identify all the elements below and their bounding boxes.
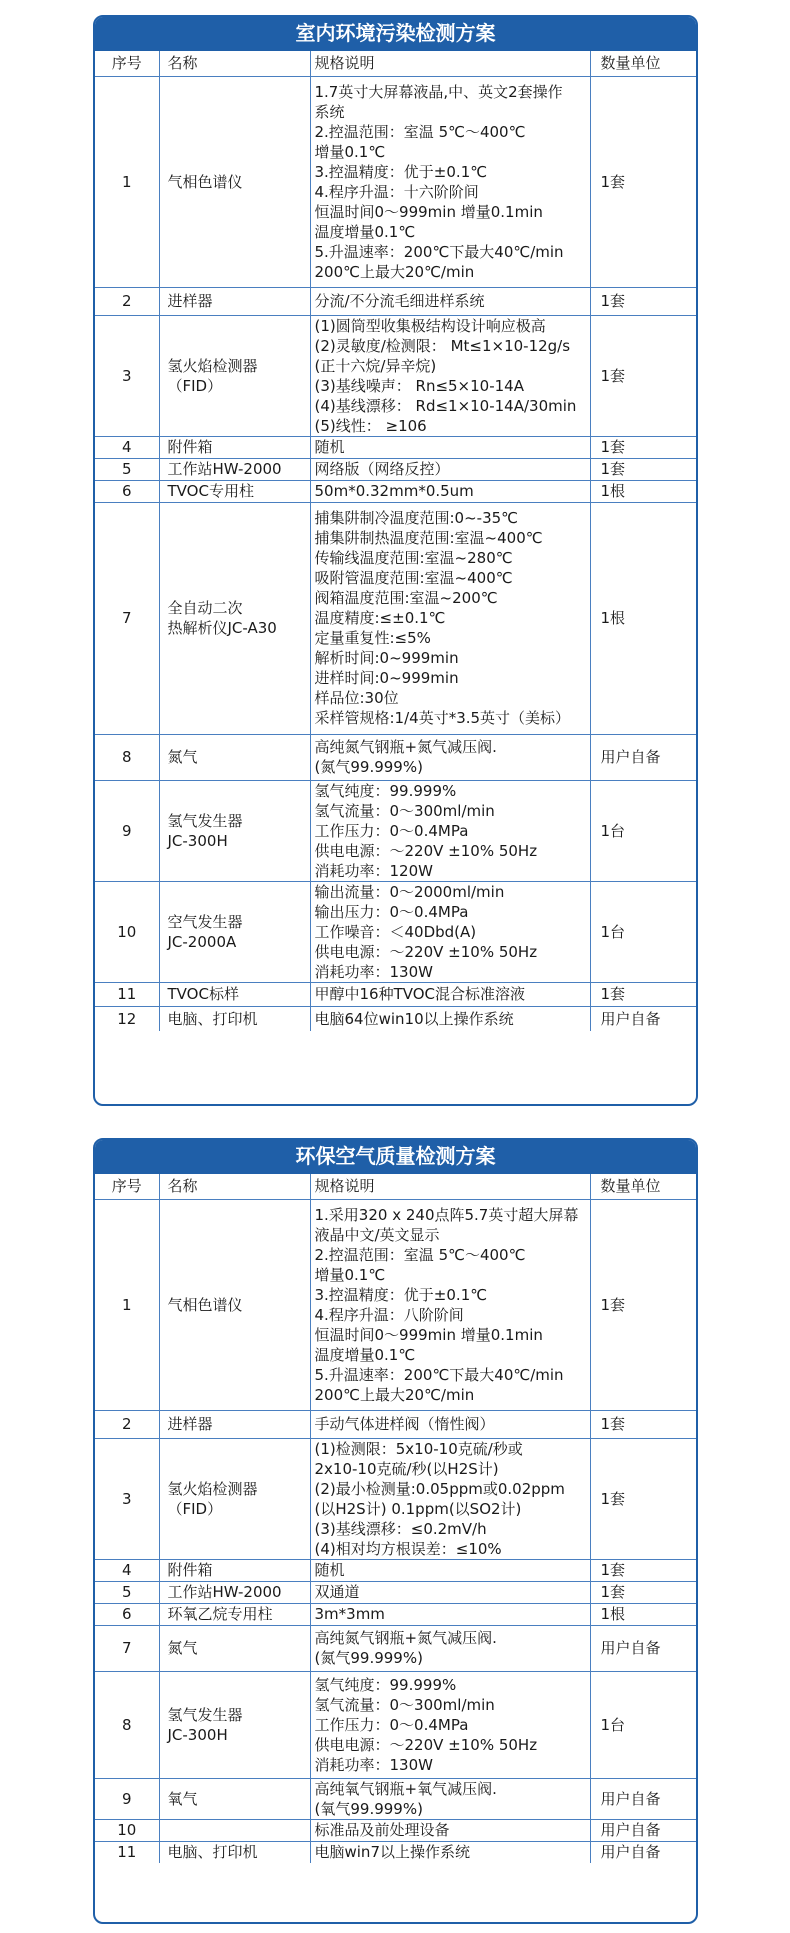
row-no: 9 xyxy=(95,1778,159,1819)
air-quality-plan-panel xyxy=(93,1138,698,1924)
spec-table xyxy=(95,51,698,1031)
row-spec: 1.采用320 x 240点阵5.7英寸超大屏幕 液晶中文/英文显示 2.控温范围：室温 5℃～400℃ 增量0.1℃ 3.控温精度：优于±0.1℃ 4.程序升温：八阶阶间 恒温时间0～999min 增量0.1min 温度增量0.1℃ 5.升温速率：200℃下最大40℃/min 200℃上最大20℃/min xyxy=(310,1199,590,1410)
row-spec: 50m*0.32mm*0.5um xyxy=(310,480,590,502)
header-row xyxy=(95,1174,698,1199)
table-row xyxy=(95,1625,698,1671)
header-row xyxy=(95,51,698,76)
row-name: 电脑、打印机 xyxy=(159,1006,310,1031)
row-no: 1 xyxy=(95,1199,159,1410)
row-unit: 用户自备 xyxy=(590,1841,698,1863)
table-row xyxy=(95,480,698,502)
row-no: 9 xyxy=(95,780,159,881)
table-row xyxy=(95,982,698,1006)
row-no: 4 xyxy=(95,436,159,458)
table-row xyxy=(95,315,698,436)
row-no: 6 xyxy=(95,480,159,502)
table-row xyxy=(95,1671,698,1778)
row-no: 1 xyxy=(95,76,159,287)
row-spec: 1.7英寸大屏幕液晶,中、英文2套操作 系统 2.控温范围：室温 5℃～400℃ 增量0.1℃ 3.控温精度：优于±0.1℃ 4.程序升温：十六阶阶间 恒温时间0～999min 增量0.1min 温度增量0.1℃ 5.升温速率：200℃下最大40℃/min 200℃上最大20℃/min xyxy=(310,76,590,287)
row-name: 进样器 xyxy=(159,1410,310,1438)
row-name: 电脑、打印机 xyxy=(159,1841,310,1863)
row-spec: 双通道 xyxy=(310,1581,590,1603)
row-name: 氮气 xyxy=(159,1625,310,1671)
row-no: 2 xyxy=(95,287,159,315)
table-row xyxy=(95,436,698,458)
table-row xyxy=(95,734,698,780)
col-header-no: 序号 xyxy=(95,1174,159,1199)
row-no: 12 xyxy=(95,1006,159,1031)
table-row xyxy=(95,1438,698,1559)
row-name: TVOC标样 xyxy=(159,982,310,1006)
row-unit: 1根 xyxy=(590,480,698,502)
row-unit: 1台 xyxy=(590,780,698,881)
table-row xyxy=(95,1778,698,1819)
row-name: 环氧乙烷专用柱 xyxy=(159,1603,310,1625)
table-row xyxy=(95,1841,698,1863)
row-no: 8 xyxy=(95,734,159,780)
row-no: 11 xyxy=(95,982,159,1006)
row-name: 氢火焰检测器（FID） xyxy=(159,1438,310,1559)
row-name: 工作站HW-2000 xyxy=(159,458,310,480)
row-unit: 1套 xyxy=(590,1199,698,1410)
row-spec: 手动气体进样阀（惰性阀） xyxy=(310,1410,590,1438)
row-spec: 网络版（网络反控） xyxy=(310,458,590,480)
row-name: 空气发生器 JC-2000A xyxy=(159,881,310,982)
table-row xyxy=(95,1410,698,1438)
row-no: 6 xyxy=(95,1603,159,1625)
row-unit: 1台 xyxy=(590,1671,698,1778)
row-unit: 用户自备 xyxy=(590,1778,698,1819)
row-name: 进样器 xyxy=(159,287,310,315)
row-name: 气相色谱仪 xyxy=(159,1199,310,1410)
row-unit: 1套 xyxy=(590,1410,698,1438)
row-name: 氢气发生器 JC-300H xyxy=(159,1671,310,1778)
col-header-spec: 规格说明 xyxy=(310,51,590,76)
row-unit: 1台 xyxy=(590,881,698,982)
col-header-name: 名称 xyxy=(159,51,310,76)
row-name: 附件箱 xyxy=(159,436,310,458)
row-spec: 高纯氮气钢瓶+氮气减压阀. (氮气99.999%) xyxy=(310,734,590,780)
table-row xyxy=(95,1603,698,1625)
row-unit: 1套 xyxy=(590,982,698,1006)
table-row xyxy=(95,1819,698,1841)
panel-title: 环保空气质量检测方案 xyxy=(95,1140,696,1174)
col-header-name: 名称 xyxy=(159,1174,310,1199)
row-no: 7 xyxy=(95,502,159,734)
table-row xyxy=(95,1199,698,1410)
table-row xyxy=(95,1006,698,1031)
row-unit: 1套 xyxy=(590,315,698,436)
row-spec: 分流/不分流毛细进样系统 xyxy=(310,287,590,315)
row-unit: 1套 xyxy=(590,436,698,458)
row-spec: 电脑win7以上操作系统 xyxy=(310,1841,590,1863)
row-name: 附件箱 xyxy=(159,1559,310,1581)
row-unit: 1套 xyxy=(590,76,698,287)
row-unit: 1根 xyxy=(590,502,698,734)
row-name: 工作站HW-2000 xyxy=(159,1581,310,1603)
table-row xyxy=(95,1581,698,1603)
row-spec: 氢气纯度：99.999% 氢气流量：0～300ml/min 工作压力：0～0.4MPa 供电电源：～220V ±10% 50Hz 消耗功率：120W xyxy=(310,780,590,881)
row-unit: 用户自备 xyxy=(590,1625,698,1671)
table-row xyxy=(95,1559,698,1581)
row-spec: (1)检测限：5x10-10克硫/秒或 2x10-10克硫/秒(以H2S计) (2)最小检测量:0.05ppm或0.02ppm (以H2S计) 0.1ppm(以SO2计) (3)基线漂移：≤0.2mV/h (4)相对均方根误差：≤10% xyxy=(310,1438,590,1559)
row-no: 5 xyxy=(95,1581,159,1603)
col-header-unit: 数量单位 xyxy=(590,1174,698,1199)
row-unit: 用户自备 xyxy=(590,1819,698,1841)
table-row xyxy=(95,780,698,881)
col-header-no: 序号 xyxy=(95,51,159,76)
row-spec: 甲醇中16种TVOC混合标准溶液 xyxy=(310,982,590,1006)
row-spec: 随机 xyxy=(310,436,590,458)
row-name: 气相色谱仪 xyxy=(159,76,310,287)
row-name: 全自动二次 热解析仪JC-A30 xyxy=(159,502,310,734)
row-name: 氮气 xyxy=(159,734,310,780)
spec-table xyxy=(95,1174,698,1863)
row-unit: 1套 xyxy=(590,1559,698,1581)
row-no: 7 xyxy=(95,1625,159,1671)
row-spec: 标准品及前处理设备 xyxy=(310,1819,590,1841)
indoor-plan-panel xyxy=(93,15,698,1106)
row-no: 10 xyxy=(95,1819,159,1841)
row-name xyxy=(159,1819,310,1841)
table-row xyxy=(95,76,698,287)
row-no: 8 xyxy=(95,1671,159,1778)
row-unit: 1套 xyxy=(590,1438,698,1559)
row-unit: 1根 xyxy=(590,1603,698,1625)
row-spec: 3m*3mm xyxy=(310,1603,590,1625)
row-no: 2 xyxy=(95,1410,159,1438)
row-spec: 输出流量：0～2000ml/min 输出压力：0～0.4MPa 工作噪音：＜40Dbd(A) 供电电源：～220V ±10% 50Hz 消耗功率：130W xyxy=(310,881,590,982)
row-name: TVOC专用柱 xyxy=(159,480,310,502)
row-unit: 1套 xyxy=(590,458,698,480)
panel-title: 室内环境污染检测方案 xyxy=(95,17,696,51)
table-row xyxy=(95,458,698,480)
row-no: 3 xyxy=(95,315,159,436)
row-spec: (1)圆筒型收集极结构设计响应极高 (2)灵敏度/检测限： Mt≤1×10-12g/s (正十六烷/异辛烷) (3)基线噪声： Rn≤5×10-14A (4)基线漂移： Rd≤1×10-14A/30min (5)线性： ≥106 xyxy=(310,315,590,436)
row-spec: 随机 xyxy=(310,1559,590,1581)
row-unit: 用户自备 xyxy=(590,734,698,780)
row-no: 11 xyxy=(95,1841,159,1863)
row-name: 氢火焰检测器（FID） xyxy=(159,315,310,436)
row-spec: 氢气纯度：99.999% 氢气流量：0～300ml/min 工作压力：0～0.4MPa 供电电源：～220V ±10% 50Hz 消耗功率：130W xyxy=(310,1671,590,1778)
col-header-unit: 数量单位 xyxy=(590,51,698,76)
row-unit: 1套 xyxy=(590,287,698,315)
table-row xyxy=(95,502,698,734)
row-no: 3 xyxy=(95,1438,159,1559)
row-spec: 电脑64位win10以上操作系统 xyxy=(310,1006,590,1031)
row-name: 氧气 xyxy=(159,1778,310,1819)
row-spec: 高纯氮气钢瓶+氮气减压阀. (氮气99.999%) xyxy=(310,1625,590,1671)
col-header-spec: 规格说明 xyxy=(310,1174,590,1199)
row-no: 5 xyxy=(95,458,159,480)
row-no: 4 xyxy=(95,1559,159,1581)
table-row xyxy=(95,287,698,315)
row-no: 10 xyxy=(95,881,159,982)
row-spec: 捕集阱制冷温度范围:0~-35℃ 捕集阱制热温度范围:室温~400℃ 传输线温度范围:室温~280℃ 吸附管温度范围:室温~400℃ 阀箱温度范围:室温~200℃ 温度精度:≤±0.1℃ 定量重复性:≤5% 解析时间:0~999min 进样时间:0~999min 样品位:30位 采样管规格:1/4英寸*3.5英寸（美标） xyxy=(310,502,590,734)
row-unit: 用户自备 xyxy=(590,1006,698,1031)
row-spec: 高纯氧气钢瓶+氧气减压阀. (氧气99.999%) xyxy=(310,1778,590,1819)
row-unit: 1套 xyxy=(590,1581,698,1603)
table-row xyxy=(95,881,698,982)
row-name: 氢气发生器 JC-300H xyxy=(159,780,310,881)
